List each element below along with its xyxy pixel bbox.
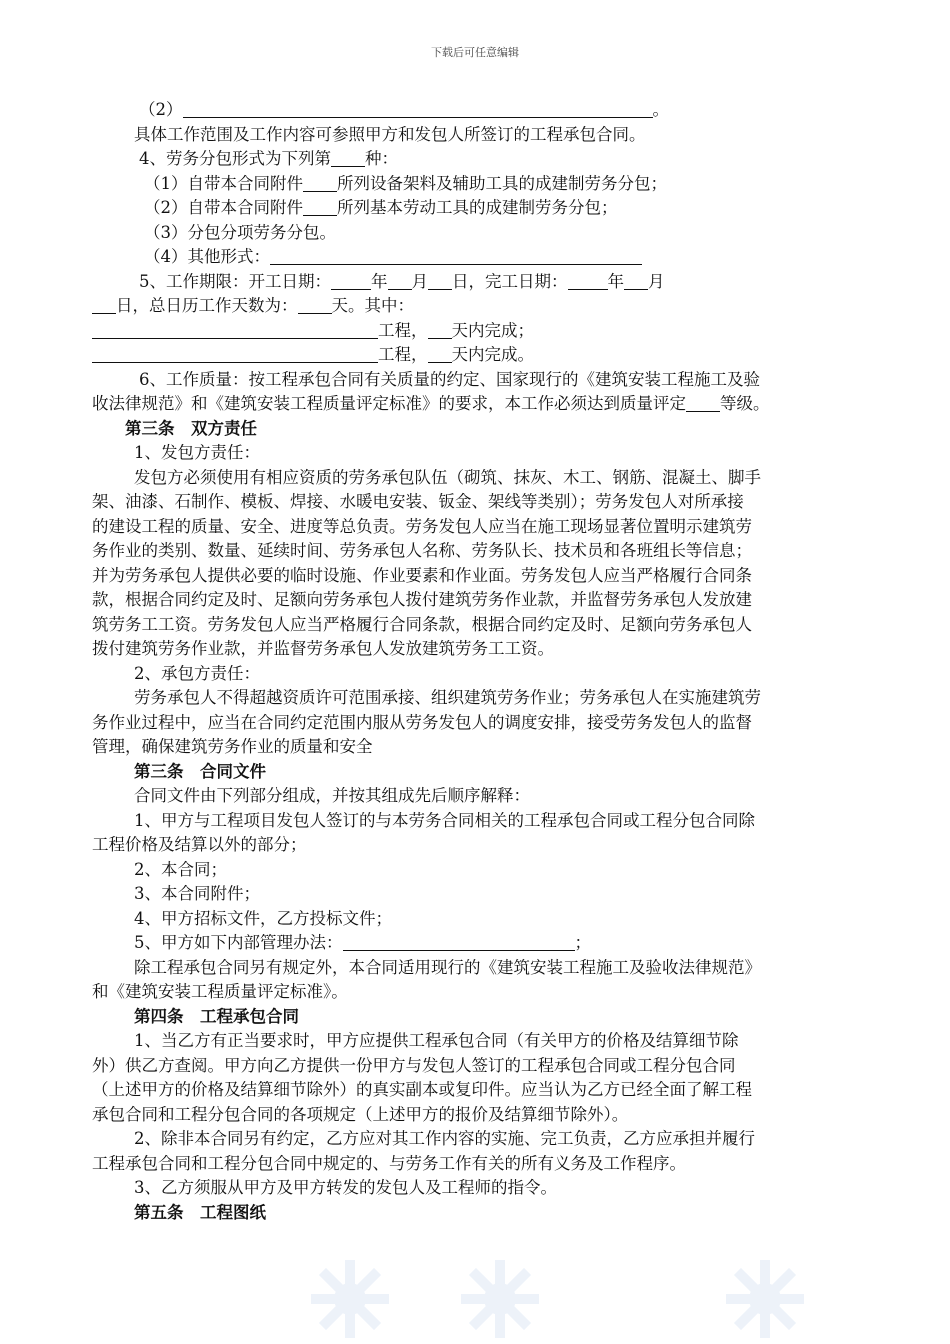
blank xyxy=(568,271,608,290)
blank xyxy=(298,295,332,314)
blank xyxy=(303,197,337,216)
section-heading: 第五条 工程图纸 xyxy=(134,1202,266,1222)
paragraph: 具体工作范围及工作内容可参照甲方和发包人所签订的工程承包合同。 xyxy=(134,124,646,144)
paragraph: 5、甲方如下内部管理办法： ； xyxy=(134,933,591,952)
paragraph: 收法律规范》和《建筑安装工程质量评定标准》的要求，本工作必须达到质量评定 等级。 xyxy=(92,394,770,413)
paragraph: 2、本合同； xyxy=(134,859,227,879)
paragraph: 1、甲方与工程项目发包人签订的与本劳务合同相关的工程承包合同或工程分包合同除 xyxy=(134,810,755,830)
watermark-snowflake-icon xyxy=(720,1254,810,1344)
blank xyxy=(686,393,720,412)
blank xyxy=(92,320,378,339)
blank xyxy=(303,173,337,192)
blank xyxy=(624,271,648,290)
paragraph: 合同文件由下列部分组成，并按其组成先后顺序解释： xyxy=(134,786,530,805)
paragraph: 4、甲方招标文件，乙方投标文件； xyxy=(134,908,392,928)
blank xyxy=(428,271,452,290)
paragraph: （1）自带本合同附件 所列设备架料及辅助工具的成建制劳务分包； xyxy=(144,173,667,193)
paragraph: 5、工作期限：开工日期： 年 月 日，完工日期： 年 月 xyxy=(139,271,665,291)
paragraph: 4、劳务分包形式为下列第 种： xyxy=(139,149,398,168)
section-heading: 第四条 工程承包合同 xyxy=(134,1006,299,1026)
paragraph: 并为劳务承包人提供必要的临时设施、作业要素和作业面。劳务发包人应当严格履行合同条 xyxy=(92,565,752,585)
paragraph: 架、油漆、石制作、模板、焊接、水暖电安装、钣金、架线等类别）；劳务发包人对所承接 xyxy=(92,492,744,511)
paragraph: 和《建筑安装工程质量评定标准》。 xyxy=(92,982,348,1001)
watermark-snowflake-icon xyxy=(305,1254,395,1344)
blank xyxy=(331,271,371,290)
paragraph: 1、当乙方有正当要求时，甲方应提供工程承包合同（有关甲方的价格及结算细节除 xyxy=(134,1031,739,1050)
blank xyxy=(183,99,653,118)
paragraph: 2、承包方责任： xyxy=(134,663,260,683)
blank xyxy=(331,148,365,167)
paragraph: 6、工作质量：按工程承包合同有关质量的约定、国家现行的《建筑安装工程施工及验 xyxy=(139,369,760,389)
item-2-line: （2） 。 xyxy=(139,100,669,119)
paragraph: 工程， 天内完成； xyxy=(92,319,872,344)
paragraph: 除工程承包合同另有规定外，本合同适用现行的《建筑安装工程施工及验收法律规范》 xyxy=(134,957,761,977)
paragraph: 的建设工程的质量、安全、进度等总负责。劳务发包人应当在施工现场显著位置明示建筑劳 xyxy=(92,516,752,536)
paragraph: 工程承包合同和工程分包合同中规定的、与劳务工作有关的所有义务及工作程序。 xyxy=(92,1153,686,1173)
paragraph: 工程， 天内完成。 xyxy=(92,343,872,368)
paragraph: （2）自带本合同附件 所列基本劳动工具的成建制劳务分包； xyxy=(144,198,618,217)
blank xyxy=(428,320,452,339)
paragraph: 劳务承包人不得超越资质许可范围承接、组织建筑劳务作业；劳务承包人在实施建筑劳 xyxy=(134,688,761,707)
paragraph: 3、本合同附件； xyxy=(134,884,260,903)
paragraph: 务作业的类别、数量、延续时间、劳务承包人名称、劳务队长、技术员和各班组长等信息； xyxy=(92,541,752,560)
page-header: 下载后可任意编辑 xyxy=(431,46,519,59)
blank xyxy=(388,271,412,290)
paragraph: 日，总日历工作天数为： 天。其中： xyxy=(92,294,872,319)
blank xyxy=(270,246,642,265)
paragraph: 承包合同和工程分包合同的各项规定（上述甲方的报价及结算细节除外）。 xyxy=(92,1104,629,1124)
paragraph: 工程价格及结算以外的部分； xyxy=(92,835,307,854)
paragraph: 拨付建筑劳务作业款，并监督劳务承包人发放建筑劳务工工资。 xyxy=(92,639,554,658)
blank xyxy=(92,295,116,314)
paragraph: 款，根据合同约定及时、足额向劳务承包人拨付建筑劳务作业款，并监督劳务承包人发放建 xyxy=(92,590,752,609)
paragraph: （4）其他形式： xyxy=(92,245,872,270)
blank xyxy=(428,344,452,363)
paragraph: （上述甲方的价格及结算细节除外）的真实副本或复印件。应当认为乙方已经全面了解工程 xyxy=(92,1080,752,1099)
section-heading: 第三条 合同文件 xyxy=(134,761,266,781)
paragraph: 1、发包方责任： xyxy=(134,443,260,462)
paragraph: 2、除非本合同另有约定，乙方应对其工作内容的实施、完工负责，乙方应承担并履行 xyxy=(134,1129,755,1148)
paragraph: 3、乙方须服从甲方及甲方转发的发包人及工程师的指令。 xyxy=(134,1178,557,1197)
paragraph: 外）供乙方查阅。甲方向乙方提供一份甲方与发包人签订的工程承包合同或工程分包合同 xyxy=(92,1055,736,1075)
blank xyxy=(343,932,575,951)
paragraph: 发包方必须使用有相应资质的劳务承包队伍（砌筑、抹灰、木工、钢筋、混凝土、脚手 xyxy=(134,467,761,487)
watermark-snowflake-icon xyxy=(455,1254,545,1344)
blank xyxy=(92,344,378,363)
section-heading: 第三条 双方责任 xyxy=(125,418,257,438)
paragraph: 管理，确保建筑劳务作业的质量和安全 xyxy=(92,737,373,756)
contract-body xyxy=(92,98,872,1225)
paragraph: 筑劳务工工资。劳务发包人应当严格履行合同条款，根据合同约定及时、足额向劳务承包人 xyxy=(92,614,752,634)
paragraph: 务作业过程中，应当在合同约定范围内服从劳务发包人的调度安排，接受劳务发包人的监督 xyxy=(92,712,752,732)
paragraph: （3）分包分项劳务分包。 xyxy=(144,222,336,242)
